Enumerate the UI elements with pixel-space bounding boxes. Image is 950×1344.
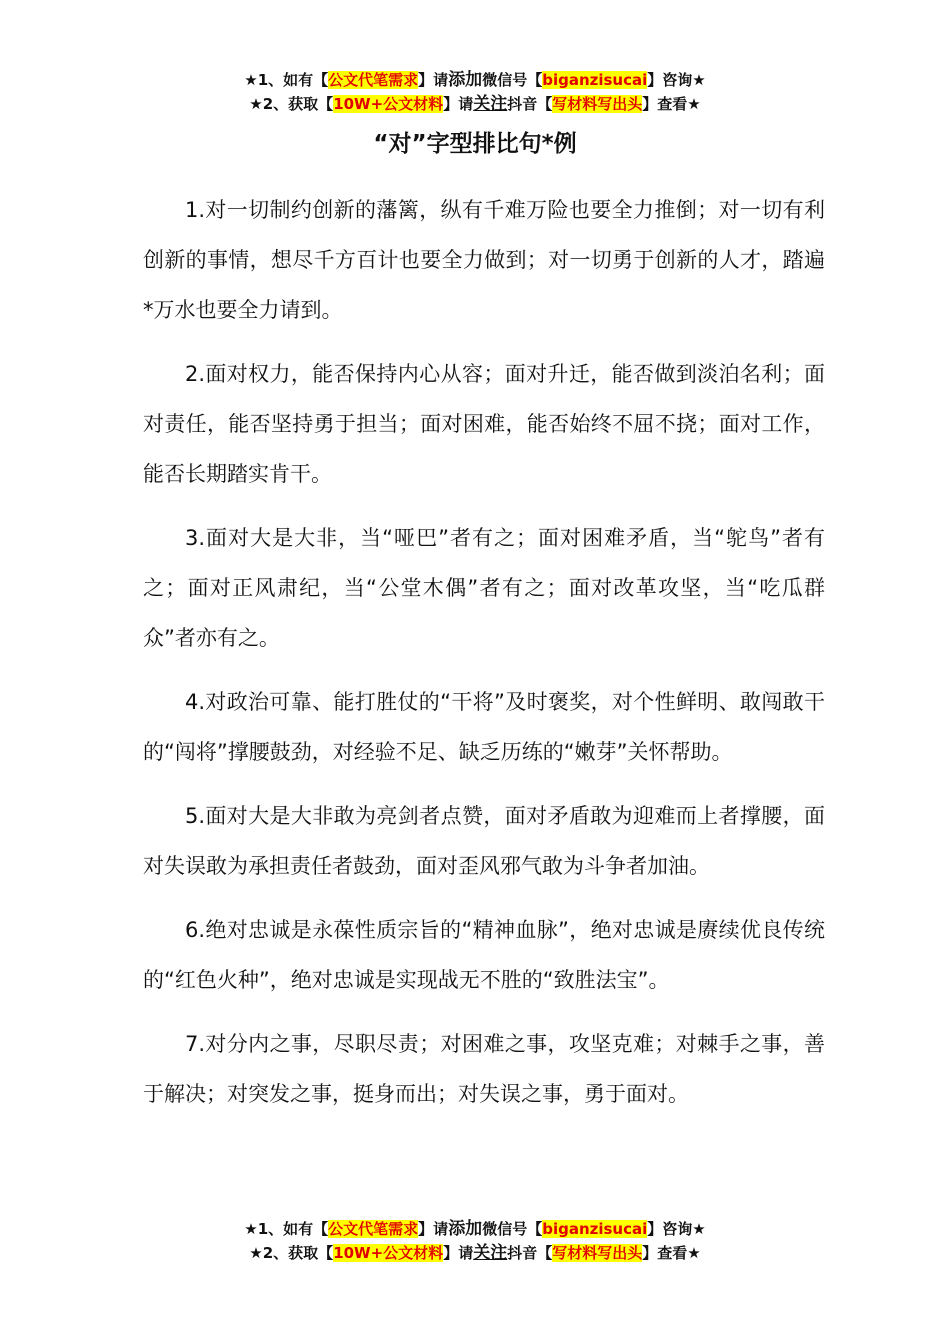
banner-emphasis: 关注: [473, 94, 508, 114]
banner-text: ★2、获取【: [249, 1244, 334, 1262]
paragraph-1: 1.对一切制约创新的藩篱，纵有千难万险也要全力推倒；对一切有利创新的事情，想尽千方百计也要全力做到；对一切勇于创新的人才，踏遍*万水也要全力请到。: [143, 198, 825, 322]
paragraph-5: 5.面对大是大非敢为亮剑者点赞，面对矛盾敢为迎难而上者撑腰，面对失误敢为承担责任者鼓劲，面对歪风邪气敢为斗争者加油。: [143, 804, 825, 878]
banner-text: 微信号【: [482, 1220, 543, 1238]
banner-line-1: [0, 68, 950, 92]
banner-text: ★1、如有【: [244, 1220, 329, 1238]
banner-text: 抖音【: [507, 95, 553, 113]
header-banner: [0, 68, 950, 116]
paragraph-6: 6.绝对忠诚是永葆性质宗旨的“精神血脉”，绝对忠诚是赓续优良传统的“红色火种”，绝对忠诚是实现战无不胜的“致胜法宝”。: [143, 918, 825, 992]
banner-text: 】咨询★: [647, 71, 706, 89]
paragraph-4: 4.对政治可靠、能打胜仗的“干将”及时褒奖，对个性鲜明、敢闯敢干的“闯将”撑腰鼓劲，对经验不足、缺乏历练的“嫩芽”关怀帮助。: [143, 690, 825, 764]
banner-text: 】请: [418, 71, 449, 89]
paragraph-2: 2.面对权力，能否保持内心从容；面对升迁，能否做到淡泊名利；面对责任，能否坚持勇于担当；面对困难，能否始终不屈不挠；面对工作，能否长期踏实肯干。: [143, 362, 825, 486]
banner-text: 抖音【: [507, 1244, 553, 1262]
banner-emphasis: 添加: [448, 70, 483, 90]
banner-highlight: 10W+公文材料: [333, 95, 444, 113]
banner-line-2: [0, 92, 950, 116]
banner-text: 】请: [443, 1244, 474, 1262]
banner-text: 】查看★: [642, 95, 701, 113]
banner-text: 微信号【: [482, 71, 543, 89]
banner-text: ★1、如有【: [244, 71, 329, 89]
banner-wechat-id: biganzisucai: [542, 1220, 648, 1238]
paragraph-3: 3.面对大是大非，当“哑巴”者有之；面对困难矛盾，当“鸵鸟”者有之；面对正风肃纪，当“公堂木偶”者有之；面对改革攻坚，当“吃瓜群众”者亦有之。: [143, 526, 825, 650]
banner-text: ★2、获取【: [249, 95, 334, 113]
banner-emphasis: 关注: [473, 1243, 508, 1263]
banner-wechat-id: biganzisucai: [542, 71, 648, 89]
banner-text: 】查看★: [642, 1244, 701, 1262]
banner-text: 】请: [418, 1220, 449, 1238]
footer-banner: [0, 1217, 950, 1265]
banner-douyin-name: 写材料写出头: [552, 95, 643, 113]
page-title: “对”字型排比句*例: [373, 131, 577, 157]
banner-highlight: 10W+公文材料: [333, 1244, 444, 1262]
banner-line-2: [0, 1241, 950, 1265]
banner-text: 】咨询★: [647, 1220, 706, 1238]
banner-emphasis: 添加: [448, 1219, 483, 1239]
banner-text: 】请: [443, 95, 474, 113]
banner-douyin-name: 写材料写出头: [552, 1244, 643, 1262]
banner-highlight: 公文代笔需求: [328, 1220, 419, 1238]
document-body: [143, 185, 825, 1133]
paragraph-7: 7.对分内之事，尽职尽责；对困难之事，攻坚克难；对棘手之事，善于解决；对突发之事，挺身而出；对失误之事，勇于面对。: [143, 1032, 825, 1106]
banner-line-1: [0, 1217, 950, 1241]
banner-highlight: 公文代笔需求: [328, 71, 419, 89]
